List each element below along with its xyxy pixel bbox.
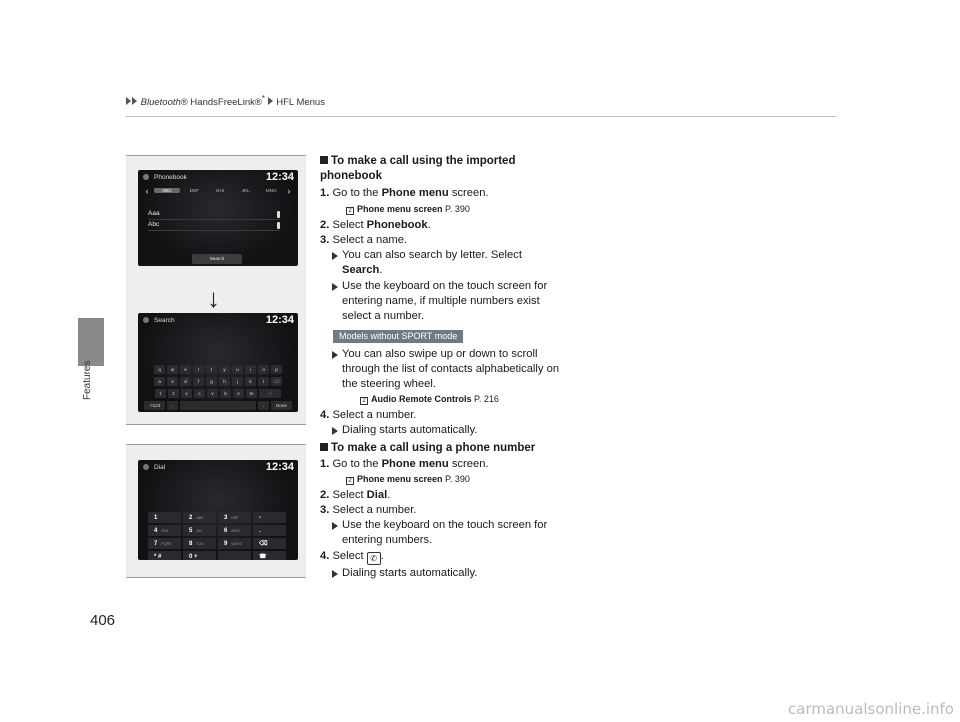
key[interactable]: u (232, 365, 243, 374)
sub-step (332, 248, 560, 278)
step-text: . (427, 219, 431, 231)
dial-key-number: - (259, 514, 261, 521)
search-button[interactable]: Search (192, 254, 242, 264)
dial-pad-row (148, 551, 288, 560)
call-icon[interactable] (253, 551, 286, 560)
phone-icon (277, 211, 280, 218)
section-label: Features (82, 360, 93, 400)
key[interactable]: , (167, 401, 178, 410)
cross-reference[interactable] (360, 393, 499, 405)
dial-key-letters: GHI (161, 528, 168, 533)
dial-key[interactable] (253, 525, 286, 536)
clock: 12:34 (265, 461, 294, 473)
breadcrumb (126, 94, 325, 108)
section-heading-text: To make a call using the imported phonebook (320, 155, 516, 182)
menu-dot-icon (143, 174, 149, 180)
dial-key[interactable] (183, 525, 216, 536)
key[interactable]: a (154, 377, 165, 386)
sub-step-text: You can also swipe up or down to scroll through the list of contacts alphabetically on the steering wheel. (342, 348, 560, 390)
screen-title: Dial (154, 463, 166, 471)
tab-def[interactable]: DEF (189, 188, 199, 193)
key[interactable]: o (258, 365, 269, 374)
page-number: 406 (90, 612, 116, 629)
dial-key-number: 0 + (189, 553, 198, 560)
xref-page: P. 216 (474, 394, 499, 404)
step-number: 3. (320, 504, 330, 516)
dial-key-number: 6 (224, 527, 228, 534)
arrow-icon (332, 351, 338, 359)
key[interactable]: i (245, 365, 256, 374)
dial-key-number: 5 (189, 527, 193, 534)
key[interactable]: w (167, 365, 178, 374)
dial-key-number: 9 (224, 540, 228, 547)
key[interactable]: j (232, 377, 243, 386)
header-rule (126, 116, 836, 117)
symbols-key[interactable]: .?123 (144, 401, 165, 410)
dial-key-letters: WXYZ (231, 541, 242, 546)
key[interactable]: g (206, 377, 217, 386)
arrow-icon (332, 252, 338, 260)
step-text: screen. (448, 187, 489, 199)
key[interactable]: m (246, 389, 257, 398)
dial-key-number: * # (154, 553, 162, 560)
phone-icon (277, 222, 280, 229)
step-text: screen. (448, 458, 489, 470)
keyboard (144, 365, 292, 412)
step-text: Go to the (332, 458, 382, 470)
section-heading (320, 441, 570, 456)
breadcrumb-hfl: ® HandsFreeLink® (180, 97, 262, 109)
step-text: Select a number. (332, 504, 417, 516)
dial-key-letters: MNO (231, 528, 240, 533)
sub-step-text: Dialing starts automatically. (342, 424, 478, 436)
dial-key-number: 1 (154, 514, 158, 521)
step-text: Select (332, 489, 367, 501)
sub-step-text: You can also search by letter. Select (342, 249, 522, 261)
step-text: Select a number. (332, 409, 417, 421)
menu-dot-icon (143, 464, 149, 470)
sub-step (332, 423, 560, 438)
xref-label: Phone menu screen (357, 204, 443, 214)
backspace-icon[interactable]: ⌫ (271, 377, 282, 386)
shift-icon[interactable]: ⇧ (155, 389, 166, 398)
breadcrumb-arrow-icon (132, 97, 137, 105)
sub-step-bold: Search (342, 264, 380, 276)
xref-page: P. 390 (445, 474, 470, 484)
dial-key-letters: JKL (196, 528, 203, 533)
step-text: Select a name. (332, 234, 408, 246)
xref-page: P. 390 (445, 204, 470, 214)
model-badge: Models without SPORT mode (333, 330, 463, 343)
call-icon: ✆ (367, 552, 381, 565)
xref-arrow-icon: 2 (360, 397, 368, 405)
dial-key-number: 8 (189, 540, 193, 547)
step-number: 1. (320, 187, 330, 199)
dial-key[interactable] (183, 512, 216, 523)
dial-pad (148, 512, 288, 560)
clock: 12:34 (265, 314, 294, 326)
step-bold: Phonebook (366, 219, 428, 231)
dial-key-number: 2 (189, 514, 193, 521)
dial-key[interactable] (218, 551, 251, 560)
xref-arrow-icon: 2 (346, 207, 354, 215)
dial-key-number: 3 (224, 514, 228, 521)
dial-key-number: 4 (154, 527, 158, 534)
dial-key[interactable] (218, 538, 251, 549)
step (320, 503, 570, 518)
key[interactable]: f (193, 377, 204, 386)
sub-step-text: Dialing starts automatically. (342, 567, 478, 579)
dial-key[interactable] (148, 525, 181, 536)
dial-pad-row (148, 512, 288, 523)
keyboard-row (144, 389, 292, 398)
done-key[interactable]: Done (271, 401, 292, 410)
keyboard-row (144, 377, 292, 386)
key[interactable]: b (220, 389, 231, 398)
sub-step (332, 518, 560, 548)
sub-step-text: Use the keyboard on the touch screen for entering name, if multiple numbers exist select a number. (342, 280, 548, 322)
dial-key-number: . (259, 527, 261, 534)
contact-name: Aaa (148, 210, 160, 217)
step-number: 2. (320, 219, 330, 231)
letter-tabs (142, 186, 294, 195)
tab-mno[interactable]: MNO (265, 188, 277, 193)
xref-label: Phone menu screen (357, 474, 443, 484)
backspace-icon[interactable] (253, 538, 286, 549)
dial-key-letters: PQRS (161, 541, 172, 546)
keyboard-row (144, 365, 292, 374)
step-text: Go to the (332, 187, 382, 199)
step-number: 4. (320, 550, 330, 562)
step-bold: Phone menu (381, 187, 449, 199)
step-text: . (380, 550, 384, 562)
dial-key[interactable] (148, 551, 181, 560)
dial-key[interactable] (218, 525, 251, 536)
step-number: 1. (320, 458, 330, 470)
key[interactable]: v (207, 389, 218, 398)
step-number: 3. (320, 234, 330, 246)
sub-step-text: . (379, 264, 383, 276)
dial-key[interactable] (148, 512, 181, 523)
key[interactable]: s (167, 377, 178, 386)
breadcrumb-bluetooth: Bluetooth (140, 97, 181, 109)
sub-step (332, 347, 560, 392)
clock: 12:34 (265, 171, 294, 183)
step-text: Select (332, 550, 367, 562)
step (320, 408, 570, 423)
keyboard-row (144, 401, 292, 410)
breadcrumb-star: * (261, 94, 265, 103)
dial-key[interactable] (218, 512, 251, 523)
step-bold: Dial (366, 489, 388, 501)
step-text: . (387, 489, 391, 501)
step-number: 4. (320, 409, 330, 421)
tab-ghi[interactable]: GHI (215, 188, 225, 193)
dial-pad-row (148, 538, 288, 549)
dial-screen (138, 460, 298, 560)
dial-key[interactable] (148, 538, 181, 549)
dial-key[interactable] (253, 512, 286, 523)
watermark: carmanualsonline.info (788, 700, 954, 718)
dial-pad-row (148, 525, 288, 536)
chevron-right-icon[interactable]: › (287, 185, 291, 196)
key[interactable]: q (154, 365, 165, 374)
contact-name: Abc (148, 221, 160, 228)
cross-reference[interactable] (346, 203, 470, 215)
sub-step (332, 566, 560, 581)
section-tab (78, 318, 104, 366)
menu-dot-icon (143, 317, 149, 323)
step (320, 457, 570, 472)
screen-title: Search (154, 316, 175, 324)
breadcrumb-arrow-icon (268, 97, 273, 105)
key[interactable]: y (219, 365, 230, 374)
step (320, 233, 570, 248)
dial-key[interactable] (183, 551, 216, 560)
key[interactable]: d (180, 377, 191, 386)
step-number: 2. (320, 489, 330, 501)
dial-key-number: ⌫ (259, 541, 268, 547)
xref-label: Audio Remote Controls (371, 394, 472, 404)
breadcrumb-arrow-icon (126, 97, 131, 105)
search-screen (138, 313, 298, 412)
dial-key-letters: TUV (196, 541, 204, 546)
section-heading-text: To make a call using a phone number (331, 442, 536, 454)
key[interactable]: p (271, 365, 282, 374)
phonebook-screen (138, 170, 298, 266)
key[interactable]: n (233, 389, 244, 398)
xref-arrow-icon: 2 (346, 477, 354, 485)
key[interactable]: z (168, 389, 179, 398)
enter-icon[interactable]: ⏎ (259, 389, 281, 398)
key[interactable]: h (219, 377, 230, 386)
bullet-square-icon (320, 443, 328, 451)
bullet-square-icon (320, 156, 328, 164)
arrow-icon (332, 522, 338, 530)
arrow-icon (332, 283, 338, 291)
key[interactable]: t (206, 365, 217, 374)
step (320, 549, 570, 565)
arrow-icon (332, 427, 338, 435)
tab-jkl[interactable]: JKL (241, 188, 250, 193)
key[interactable]: l (258, 377, 269, 386)
tab-abc[interactable]: ABC (154, 188, 180, 193)
step-text: Select (332, 219, 367, 231)
step (320, 186, 570, 201)
section-heading (320, 154, 570, 184)
chevron-left-icon[interactable]: ‹ (145, 185, 149, 196)
step (320, 218, 570, 233)
screen-title: Phonebook (154, 173, 187, 181)
breadcrumb-hfl-menus: HFL Menus (276, 97, 325, 109)
dial-key[interactable] (183, 538, 216, 549)
key[interactable]: x (181, 389, 192, 398)
dial-key-letters: ABC (196, 515, 204, 520)
arrow-icon (332, 570, 338, 578)
sub-step (332, 279, 560, 324)
dial-key-number: 7 (154, 540, 158, 547)
contact-row[interactable] (148, 221, 280, 231)
key[interactable]: k (245, 377, 256, 386)
step (320, 488, 570, 503)
sub-step-text: Use the keyboard on the touch screen for entering numbers. (342, 519, 548, 546)
key[interactable]: . (258, 401, 269, 410)
key[interactable]: e (180, 365, 191, 374)
cross-reference[interactable] (346, 473, 470, 485)
contact-row[interactable] (148, 210, 280, 220)
step-bold: Phone menu (381, 458, 449, 470)
dial-key-number: ☎ (259, 554, 267, 560)
key[interactable]: c (194, 389, 205, 398)
dial-key-letters: DEF (231, 515, 239, 520)
space-key[interactable] (180, 401, 257, 410)
key[interactable]: r (193, 365, 204, 374)
down-arrow-icon: ↓ (207, 283, 220, 313)
